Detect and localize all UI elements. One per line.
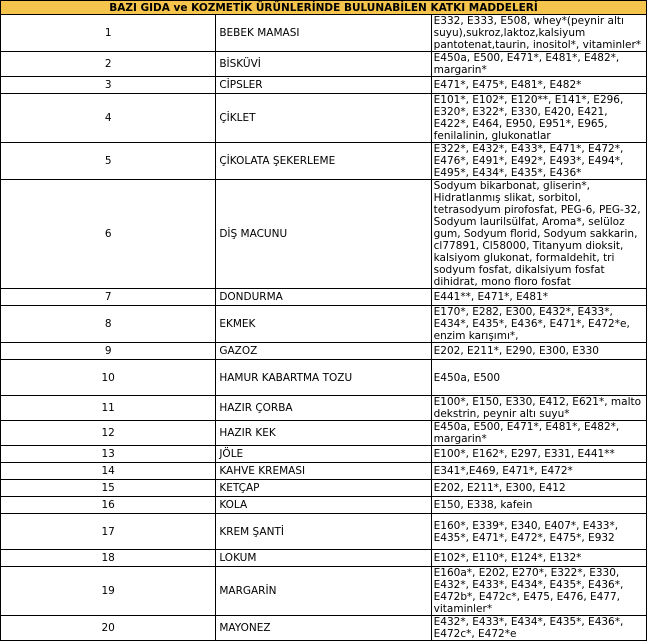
- additives-list: E202, E211*, E300, E412: [431, 480, 646, 497]
- row-number: 9: [1, 343, 216, 360]
- row-number: 6: [1, 180, 216, 289]
- additives-list: E150, E338, kafein: [431, 497, 646, 514]
- additives-list: E100*, E150, E330, E412, E621*, malto dekstrin, peynir altı suyu*: [431, 396, 646, 421]
- product-name: HAZIR ÇORBA: [216, 396, 431, 421]
- row-number: 16: [1, 497, 216, 514]
- product-name: HAMUR KABARTMA TOZU: [216, 360, 431, 396]
- product-name: EKMEK: [216, 306, 431, 343]
- additives-list: E450a, E500, E471*, E481*, E482*, margarin*: [431, 421, 646, 446]
- table-row: [1, 421, 647, 446]
- table-row: [1, 180, 647, 289]
- table-row: [1, 94, 647, 143]
- table-row: [1, 480, 647, 497]
- row-number: 18: [1, 550, 216, 567]
- row-number: 17: [1, 514, 216, 550]
- table-row: [1, 77, 647, 94]
- row-number: 13: [1, 446, 216, 463]
- product-name: KAHVE KREMASI: [216, 463, 431, 480]
- table-row: [1, 52, 647, 77]
- table-row: [1, 616, 647, 641]
- header-row: [1, 1, 647, 15]
- table-row: [1, 306, 647, 343]
- additives-list: E450a, E500: [431, 360, 646, 396]
- additives-list: E441**, E471*, E481*: [431, 289, 646, 306]
- row-number: 7: [1, 289, 216, 306]
- product-name: MAYONEZ: [216, 616, 431, 641]
- table-row: [1, 289, 647, 306]
- product-name: MARGARİN: [216, 567, 431, 616]
- table-row: [1, 143, 647, 180]
- table-row: [1, 446, 647, 463]
- table-row: [1, 396, 647, 421]
- additives-list: E202, E211*, E290, E300, E330: [431, 343, 646, 360]
- table-row: [1, 343, 647, 360]
- table-row: [1, 497, 647, 514]
- additives-list: E341*,E469, E471*, E472*: [431, 463, 646, 480]
- table-row: [1, 360, 647, 396]
- table-row: [1, 567, 647, 616]
- additives-list: Sodyum bikarbonat, gliserin*, Hidratlanmış slikat, sorbitol, tetrasodyum pirofosfat, PEG-6, PEG-32, Sodyum laurilsülfat, Aroma*, selüloz gum, Sodyum florid, Sodyum sakkarin, cl77891, Cl58000, Titanyum dioksit, kalsiyom glukonat, formaldehit, tri sodyum fosfat, dikalsiyum fosfat dihidrat, mono floro fosfat: [431, 180, 646, 289]
- product-name: KETÇAP: [216, 480, 431, 497]
- product-name: ÇİKOLATA ŞEKERLEME: [216, 143, 431, 180]
- table-row: [1, 550, 647, 567]
- row-number: 8: [1, 306, 216, 343]
- additives-list: E332, E333, E508, whey*(peynir altı suyu),sukroz,laktoz,kalsiyum pantotenat,taurin, inositol*, vitaminler*: [431, 15, 646, 52]
- additives-list: E160a*, E202, E270*, E322*, E330, E432*, E433*, E434*, E435*, E436*, E472b*, E472c*, E475, E476, E477, vitaminler*: [431, 567, 646, 616]
- product-name: ÇİKLET: [216, 94, 431, 143]
- row-number: 14: [1, 463, 216, 480]
- additives-list: E450a, E500, E471*, E481*, E482*, margarin*: [431, 52, 646, 77]
- row-number: 11: [1, 396, 216, 421]
- product-name: DONDURMA: [216, 289, 431, 306]
- product-name: KOLA: [216, 497, 431, 514]
- row-number: 19: [1, 567, 216, 616]
- table-title: BAZI GIDA ve KOZMETİK ÜRÜNLERİNDE BULUNABİLEN KATKI MADDELERİ: [1, 1, 647, 15]
- product-name: BEBEK MAMASI: [216, 15, 431, 52]
- additives-list: E160*, E339*, E340, E407*, E433*, E435*, E471*, E472*, E475*, E932: [431, 514, 646, 550]
- row-number: 1: [1, 15, 216, 52]
- product-name: JÖLE: [216, 446, 431, 463]
- table-row: [1, 514, 647, 550]
- additives-list: E170*, E282, E300, E432*, E433*, E434*, E435*, E436*, E471*, E472*e, enzim karışımı*,: [431, 306, 646, 343]
- product-name: GAZOZ: [216, 343, 431, 360]
- row-number: 4: [1, 94, 216, 143]
- additives-list: E100*, E162*, E297, E331, E441**: [431, 446, 646, 463]
- additives-list: E432*, E433*, E434*, E435*, E436*, E472c*, E472*e: [431, 616, 646, 641]
- product-name: DİŞ MACUNU: [216, 180, 431, 289]
- row-number: 12: [1, 421, 216, 446]
- additives-list: E322*, E432*, E433*, E471*, E472*, E476*, E491*, E492*, E493*, E494*, E495*, E434*, E435*, E436*: [431, 143, 646, 180]
- additives-list: E101*, E102*, E120**, E141*, E296, E320*, E322*, E330, E420, E421, E422*, E464, E950, E951*, E965, fenilalinin, glukonatlar: [431, 94, 646, 143]
- row-number: 10: [1, 360, 216, 396]
- table-row: [1, 15, 647, 52]
- additives-list: E102*, E110*, E124*, E132*: [431, 550, 646, 567]
- product-name: KREM ŞANTİ: [216, 514, 431, 550]
- product-name: CİPSLER: [216, 77, 431, 94]
- row-number: 5: [1, 143, 216, 180]
- row-number: 3: [1, 77, 216, 94]
- table-row: [1, 463, 647, 480]
- row-number: 2: [1, 52, 216, 77]
- row-number: 15: [1, 480, 216, 497]
- row-number: 20: [1, 616, 216, 641]
- product-name: HAZIR KEK: [216, 421, 431, 446]
- product-name: BİSKÜVİ: [216, 52, 431, 77]
- product-name: LOKUM: [216, 550, 431, 567]
- additives-list: E471*, E475*, E481*, E482*: [431, 77, 646, 94]
